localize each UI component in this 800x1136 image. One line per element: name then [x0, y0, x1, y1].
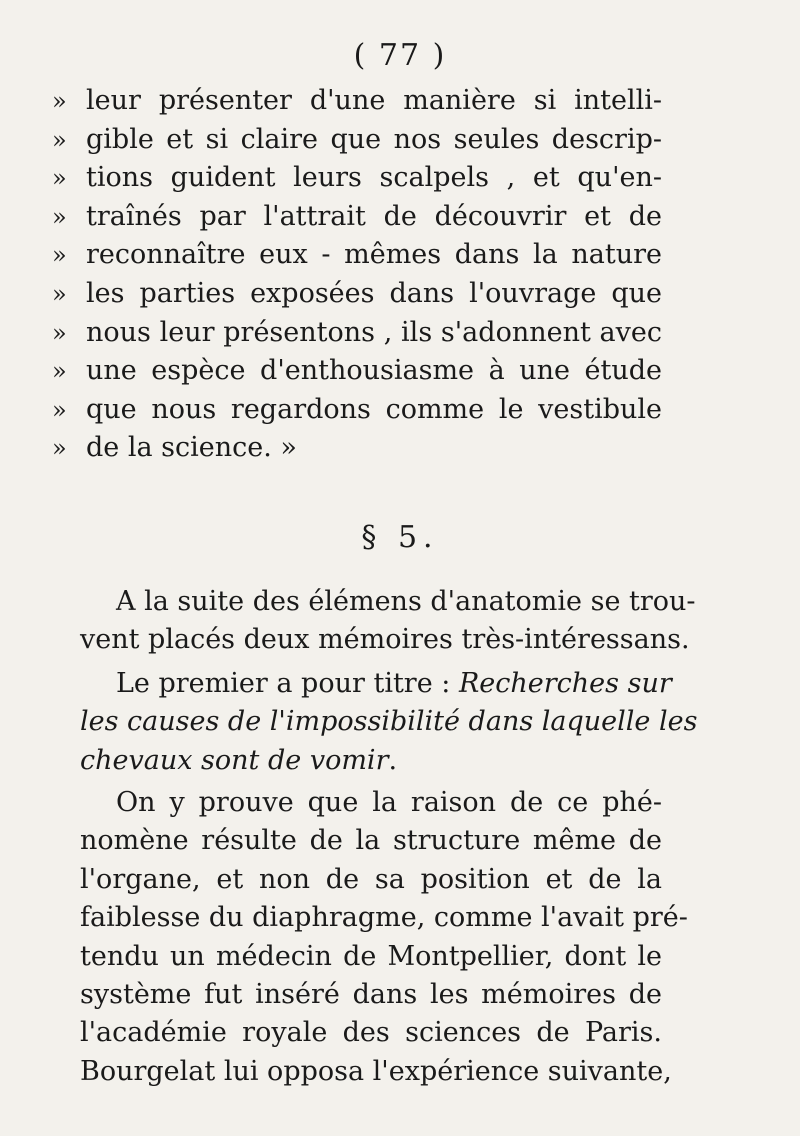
quote-line-text: de la science. »: [86, 432, 297, 464]
text-line: Bourgelat lui opposa l'expérience suivante,: [80, 1055, 672, 1087]
quote-line: [52, 236, 662, 275]
quote-line: [52, 82, 662, 121]
quote-mark: »: [52, 202, 67, 231]
text-line: On y prouve que la raison de ce phé-: [116, 787, 662, 818]
section-heading: § 5.: [361, 520, 439, 555]
text-line: [80, 703, 698, 741]
quote-line-text: leur présenter d'une manière si intelli-: [86, 85, 662, 116]
quote-mark: »: [52, 357, 67, 386]
text-line: l'académie royale des sciences de Paris.: [80, 1017, 662, 1049]
text-italic: les causes de l'impossibilité dans laquelle les: [80, 706, 698, 738]
quote-mark: »: [52, 395, 67, 424]
quote-mark: »: [52, 318, 67, 347]
text-line: l'organe, et non de sa position et de la: [80, 863, 662, 895]
quote-line-text: tions guident leurs scalpels , et qu'en-: [86, 162, 662, 194]
text-line: nomène résulte de la structure même de: [80, 825, 662, 857]
quote-line: [52, 352, 662, 391]
quote-line-text: traînés par l'attrait de découvrir et de: [86, 200, 662, 232]
quote-line: [52, 121, 662, 160]
quote-line-text: nous leur présentons , ils s'adonnent avec: [86, 316, 662, 348]
text-line: [80, 665, 672, 703]
quote-line-text: une espèce d'enthousiasme à une étude: [86, 355, 662, 387]
text-italic: chevaux sont de vomir: [80, 744, 389, 776]
quote-line-text: les parties exposées dans l'ouvrage que: [86, 277, 662, 309]
quote-mark: »: [52, 87, 67, 115]
text-line: tendu un médecin de Montpellier, dont le: [80, 940, 662, 972]
paragraph-1: [80, 583, 696, 660]
quote-mark: »: [52, 125, 67, 154]
quote-line: [52, 198, 662, 237]
quote-line: [52, 429, 662, 468]
text-italic: Recherches sur: [458, 668, 672, 699]
text-line: A la suite des élémens d'anatomie se trou-: [116, 586, 696, 617]
quote-line: [52, 314, 662, 353]
text-line: faiblesse du diaphragme, comme l'avait pré-: [80, 902, 688, 934]
quote-line: [52, 275, 662, 314]
text-line: système fut inséré dans les mémoires de: [80, 978, 662, 1010]
text-line: [80, 742, 662, 780]
text-roman: Le premier a pour titre :: [116, 668, 459, 699]
text-roman: .: [388, 744, 398, 776]
page-number: ( 77 ): [353, 38, 447, 73]
text-line: vent placés deux mémoires très-intéressans.: [80, 624, 690, 656]
quote-mark: »: [52, 434, 67, 463]
quote-line-text: reconnaître eux - mêmes dans la nature: [86, 239, 662, 271]
quote-line-text: que nous regardons comme le vestibule: [86, 393, 662, 425]
quote-mark: »: [52, 279, 67, 308]
quoted-passage: [52, 82, 662, 468]
quote-line-text: gible et si claire que nos seules descrip-: [86, 123, 662, 155]
paragraph-3: [80, 784, 688, 1091]
quote-line: [52, 159, 662, 198]
quote-line: [52, 391, 662, 430]
quote-mark: »: [52, 164, 67, 193]
quote-mark: »: [52, 241, 67, 270]
paragraph-2: [80, 665, 698, 780]
